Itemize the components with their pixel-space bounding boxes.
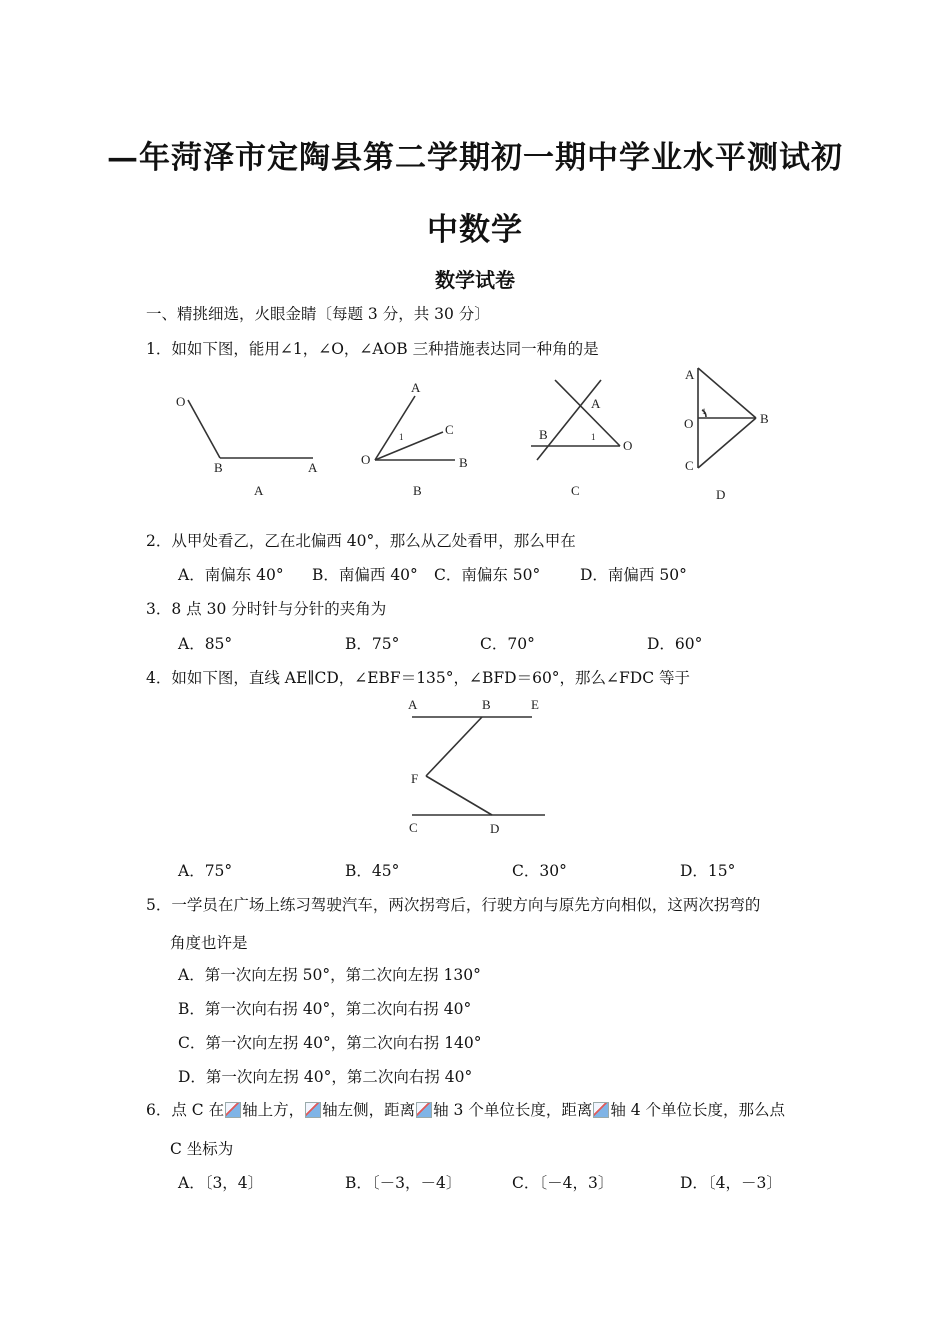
- fig-c-label-o: O: [623, 438, 633, 453]
- fig4-label-a: A: [408, 697, 418, 712]
- fig-b-label-c: C: [445, 422, 454, 437]
- question-5-option-b: B．第一次向右拐 40°，第二次向右拐 40°: [178, 1000, 472, 1018]
- fig4-label-e: E: [531, 697, 539, 712]
- question-3-stem: 3．8 点 30 分时针与分针的夹角为: [146, 600, 387, 618]
- broken-image-icon: [305, 1102, 321, 1118]
- question-4-option-b: B．45°: [345, 862, 400, 880]
- question-6-option-d: D．〔4，－3〕: [680, 1174, 782, 1192]
- fig4-label-b: B: [482, 697, 491, 712]
- question-6-stem-line1: [146, 1098, 785, 1120]
- fig-a-caption: A: [254, 483, 264, 498]
- question-4-option-d: D．15°: [680, 862, 736, 880]
- fig-b-label-a: A: [411, 380, 421, 395]
- question-6-option-a: A．〔3，4〕: [178, 1174, 264, 1192]
- question-2-option-c: C．南偏东 50°: [434, 566, 541, 584]
- fig-b-caption: B: [413, 483, 422, 498]
- page-subtitle: 数学试卷: [435, 268, 515, 292]
- fig-c-label-a: A: [591, 396, 601, 411]
- fig-d-caption: D: [716, 487, 726, 502]
- fig-a-label-a: A: [308, 460, 318, 475]
- fig-c-label-b: B: [539, 427, 548, 442]
- question-5-option-d: D．第一次向左拐 40°，第二次向右拐 40°: [178, 1068, 473, 1086]
- question-1-stem: 1．如如下图，能用∠1，∠O，∠AOB 三种措施表达同一种角的是: [146, 340, 599, 358]
- fig-a-label-b: B: [214, 460, 223, 475]
- fig4-label-c: C: [409, 820, 418, 835]
- question-2-stem: 2．从甲处看乙，乙在北偏西 40°，那么从乙处看甲，那么甲在: [146, 532, 576, 550]
- q6-text-1: 6．点 C 在: [146, 1101, 225, 1119]
- question-4-figure: [400, 692, 560, 846]
- question-2-option-b: B．南偏西 40°: [312, 566, 418, 584]
- question-4-stem: 4．如如下图，直线 AE∥CD，∠EBF＝135°，∠BFD＝60°，那么∠FDC 等于: [146, 669, 691, 687]
- broken-image-icon: [593, 1102, 609, 1118]
- question-6-option-b: B．〔－3，－4〕: [345, 1174, 462, 1192]
- question-2-option-d: D．南偏西 50°: [580, 566, 687, 584]
- question-3-option-d: D．60°: [647, 635, 703, 653]
- broken-image-icon: [225, 1102, 241, 1118]
- question-5-option-a: A．第一次向左拐 50°，第二次向左拐 130°: [178, 966, 481, 984]
- fig-b-label-b: B: [459, 455, 468, 470]
- question-5-stem-line1: 5．一学员在广场上练习驾驶汽车，两次拐弯后，行驶方向与原先方向相似，这两次拐弯的: [146, 896, 761, 914]
- fig-d-label-a: A: [685, 367, 695, 382]
- fig-d-label-o: O: [684, 416, 694, 431]
- fig-d-label-c: C: [685, 458, 694, 473]
- page-title-line2: 中数学: [427, 212, 523, 248]
- question-6-stem-line2: C 坐标为: [170, 1140, 234, 1158]
- question-6-option-c: C．〔－4，3〕: [512, 1174, 614, 1192]
- question-5-option-c: C．第一次向左拐 40°，第二次向右拐 140°: [178, 1034, 482, 1052]
- question-5-stem-line2: 角度也许是: [170, 934, 248, 952]
- question-4-option-c: C．30°: [512, 862, 567, 880]
- question-1-figure-d: [680, 362, 790, 509]
- fig-c-caption: C: [571, 483, 580, 498]
- fig-a-label-o: O: [176, 394, 186, 409]
- fig4-label-d: D: [490, 821, 500, 836]
- fig-b-label-1: 1: [399, 432, 404, 442]
- fig-c-label-1: 1: [591, 432, 596, 442]
- question-1-figure-c: [525, 370, 645, 509]
- question-1-figure-a: [170, 370, 330, 509]
- question-1-figure-b: [355, 370, 485, 509]
- question-4-option-a: A．75°: [178, 862, 233, 880]
- q6-text-5: 轴 4 个单位长度，那么点: [610, 1101, 786, 1119]
- q6-text-2: 轴上方，: [242, 1101, 305, 1119]
- page-title-line1: —年菏泽市定陶县第二学期初一期中学业水平测试初: [107, 140, 843, 176]
- question-2-option-a: A．南偏东 40°: [178, 566, 284, 584]
- question-3-option-c: C．70°: [480, 635, 535, 653]
- q6-text-4: 轴 3 个单位长度，距离: [433, 1101, 593, 1119]
- q6-text-3: 轴左侧，距离: [322, 1101, 416, 1119]
- fig-b-label-o: O: [361, 452, 371, 467]
- question-3-option-a: A．85°: [178, 635, 233, 653]
- fig-d-label-b: B: [760, 411, 769, 426]
- broken-image-icon: [416, 1102, 432, 1118]
- section-heading: 一、精挑细选，火眼金睛〔每题 3 分，共 30 分〕: [146, 305, 490, 323]
- fig4-label-f: F: [411, 771, 419, 786]
- fig-d-label-1: 1: [702, 407, 706, 416]
- question-3-option-b: B．75°: [345, 635, 400, 653]
